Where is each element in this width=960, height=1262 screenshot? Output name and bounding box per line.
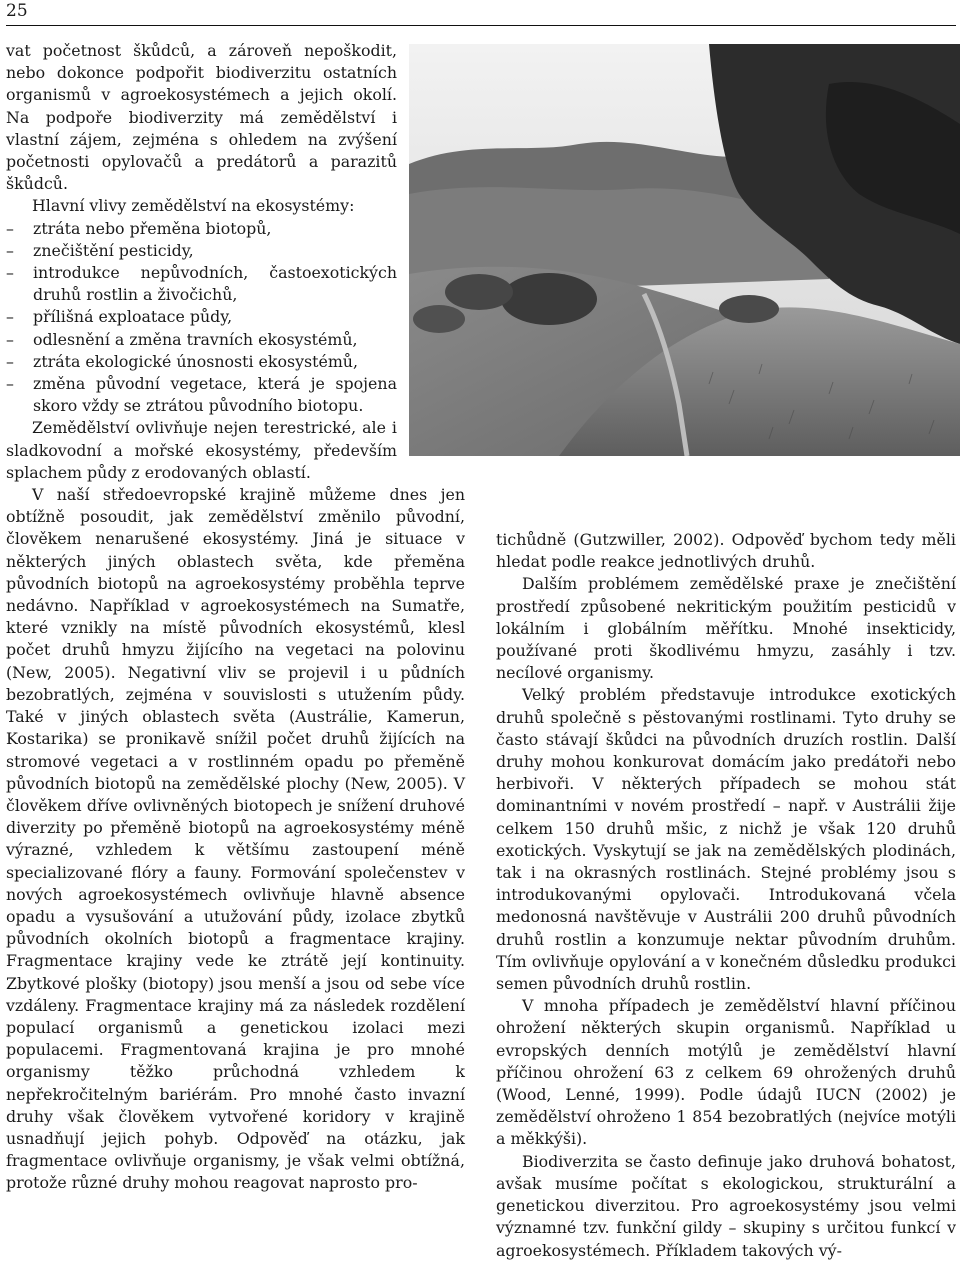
page-number: 25 bbox=[6, 1, 28, 21]
left-column bbox=[6, 40, 465, 1195]
introduction-paragraph: Velký problém představuje introdukce exotických druhů společně s pěstovanými rostlinami. Tyto druhy se často stávají škůdci na původních druzích rostlin. Další druhy mohou konkurovat domácím jako predátoři nebo herbivoři. V některých případech se mohou stát dominantními v novém prostředí – např. v Austrálii žije celkem 150 druhů mšic, z nichž je však 120 druhů exotických. Vyskytují se jak na zemědělských plodinách, tak i na okrasných rostlinách. Stejné problémy jsou s introdukovanými opylovači. Introdukovaná včela medonosná navštěvuje v Austrálii 200 druhů původních druhů rostlin a konzumuje nektar původním druhům. Tím ovlivňuje opylování a v konečném důsledku produkci semen původních druhů rostlin. bbox=[496, 685, 956, 994]
list-heading: Hlavní vlivy zemědělství na ekosystémy: bbox=[32, 196, 355, 216]
threat-paragraph: V mnoha případech je zemědělství hlavní příčinou ohrožení některých skupin organismů. Například u evropských denních motýlů je zemědělství hlavní příčinou ohrožení 63 z celkem 69 ohrožených druhů (Wood, Lenné, 1999). Podle údajů IUCN (2002) je zemědělství ohroženo 1 854 bezobratlých (nejvíce motýli a měkkýši). bbox=[496, 996, 956, 1149]
list-item: – introdukce nepůvodních, častoexotických druhů rostlin a živočichů, bbox=[6, 262, 397, 306]
aquatic-paragraph: Zemědělství ovlivňuje nejen terestrické, ale i sladkovodní a mořské ekosystémy, především splachem půdy z erodovaných oblastí. bbox=[6, 418, 397, 482]
list-item: – přílišná exploatace půdy, bbox=[6, 306, 397, 328]
list-item: – ztráta nebo přeměna biotopů, bbox=[6, 218, 397, 240]
biodiversity-paragraph: Biodiverzita se často definuje jako druhová bohatost, avšak musíme počítat s ekologickou, strukturální a genetickou diverzitou. Pro agroekosystémy jsou velmi významné tzv. funkční gildy – skupiny s určitou funkcí v agroekosystémech. Příkladem takových vý- bbox=[496, 1151, 956, 1260]
landscape-photo bbox=[409, 44, 960, 456]
pesticides-paragraph: Dalším problémem zemědělské praxe je znečištění prostředí způsobené nekritickým použitím pesticidů v lokálním i globálním měřítku. Mnohé insekticidy, používané proti škodlivému hmyzu, zasáhly i tzv. necílové organismy. bbox=[496, 574, 956, 683]
continuation-paragraph: tichůdně (Gutzwiller, 2002). Odpověď bychom tedy měli hledat podle reakce jednotlivých druhů. bbox=[496, 530, 956, 572]
intro-paragraph: vat početnost škůdců, a zároveň nepoškodit, nebo dokonce podpořit biodiverzitu ostatních organismů v agroekosystémech a jejich okolí. Na podpoře biodiverzity má zemědělství i vlastní zájem, zejména s ohledem na zvýšení početnosti opylovačů a predátorů a parazitů škůdců. bbox=[6, 41, 397, 194]
right-column bbox=[496, 529, 956, 1262]
list-item: – ztráta ekologické únosnosti ekosystémů, bbox=[6, 351, 397, 373]
list-item: – odlesnění a změna travních ekosystémů, bbox=[6, 329, 397, 351]
list-item: – změna původní vegetace, která je spojena skoro vždy se ztrátou původního biotopu. bbox=[6, 373, 397, 417]
impact-list bbox=[6, 218, 397, 418]
main-paragraph: V naší středoevropské krajině můžeme dnes jen obtížně posoudit, jak zemědělství změnilo původní, člověkem nenarušené ekosystémy. Jiná je situace v některých jiných oblastech světa, kde přeměna původních biotopů na agroekosystémy proběhla teprve nedávno. Například v agroekosystémech na Sumatře, které vznikly na místě původních ekosystémů, klesl počet druhů hmyzu žijícího na vegetaci na polovinu (New, 2005). Negativní vliv se projevil i u půdních bezobratlých, zejména v souvislosti s utužením půdy. Také v jiných oblastech světa (Austrálie, Kamerun, Kostarika) se pronikavě snížil počet druhů žijících na stromové vegetaci a v rostlinném opadu po přeměně původních biotopů na zemědělské plochy (New, 2005). V člověkem dříve ovlivněných biotopech je snížení druhové diverzity po přeměně biotopů na agroekosystémy méně výrazné, vzhledem k většímu zastoupení méně specializované flóry a fauny. Formování společenstev v nových agroekosystémech ovlivňuje hlavně absence opadu a vysušování a utužování půdy, izolace zbytků původních okolních biotopů a fragmentace krajiny. Fragmentace krajiny vede ke ztrátě její kontinuity. Zbytkové plošky (biotopy) jsou menší a jsou od sebe více vzdáleny. Fragmentace krajiny má za následek rozdělení populací organismů a genetickou izolaci mezi populacemi. Fragmentovaná krajina je pro mnohé organismy těžko průchodná vzhledem k nepřekročitelným bariérám. Pro mnohé často invazní druhy však člověkem vytvořené koridory v krajině usnadňují jejich pohyb. Odpověď na otázku, jak fragmentace ovlivňuje organismy, je však velmi obtížná, protože různé druhy mohou reagovat naprosto pro- bbox=[6, 485, 465, 1193]
list-item: – znečištění pesticidy, bbox=[6, 240, 397, 262]
header-rule bbox=[6, 25, 956, 26]
